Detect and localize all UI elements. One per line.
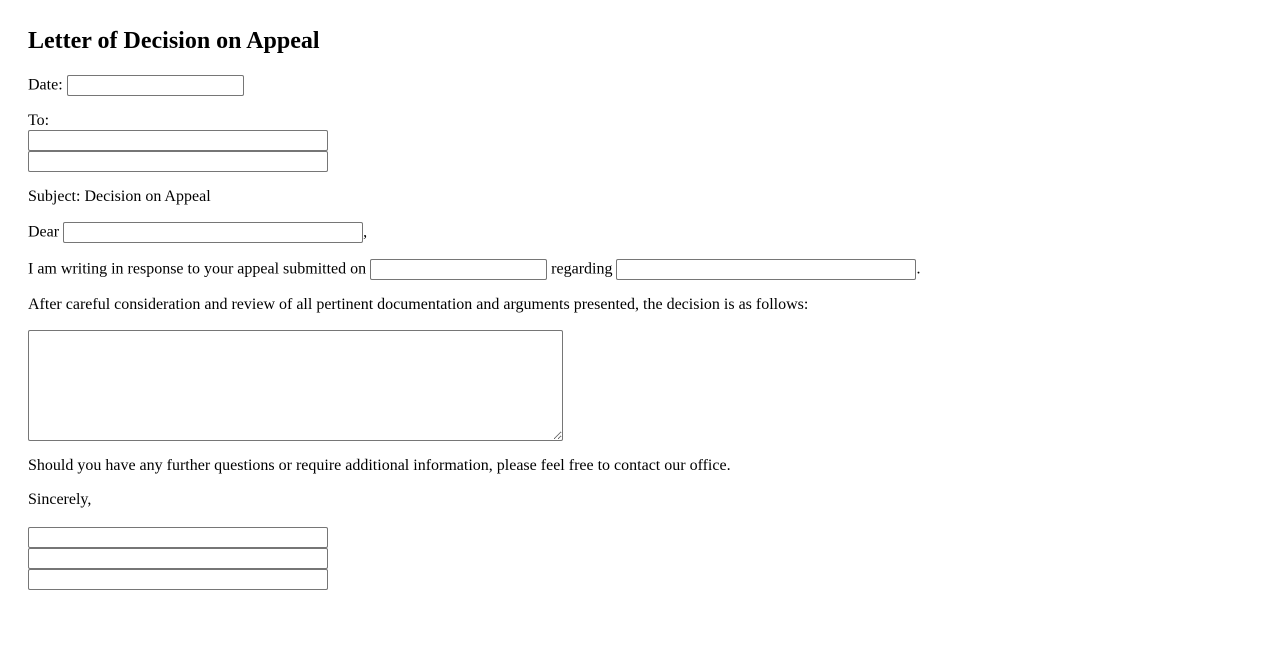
dear-name-input[interactable] (63, 222, 363, 243)
closing-text: Should you have any further questions or require additional information, please feel free to contact our office. (28, 457, 731, 474)
signoff: Sincerely, (28, 491, 92, 508)
consideration-text: After careful consideration and review of all pertinent documentation and arguments presented, the decision is as follows: (28, 296, 809, 313)
submitted-on-input[interactable] (370, 259, 547, 280)
recipient-fields (28, 130, 328, 172)
signature-line-3-input[interactable] (28, 569, 328, 590)
signature-line-2-input[interactable] (28, 548, 328, 569)
date-row (28, 75, 244, 96)
recipient-line-2-input[interactable] (28, 151, 328, 172)
response-row (28, 259, 920, 280)
to-label: To: (28, 112, 50, 129)
date-input[interactable] (67, 75, 244, 96)
response-period: . (916, 260, 921, 278)
response-prefix: I am writing in response to your appeal submitted on (28, 260, 367, 278)
subject-line: Subject: Decision on Appeal (28, 188, 211, 205)
signature-fields (28, 527, 328, 590)
decision-area (28, 330, 563, 441)
date-label: Date: (28, 76, 63, 94)
dear-label: Dear (28, 223, 60, 241)
dear-comma: , (363, 223, 368, 241)
regarding-input[interactable] (616, 259, 916, 280)
regarding-label: regarding (551, 260, 613, 278)
recipient-line-1-input[interactable] (28, 130, 328, 151)
decision-textarea[interactable] (28, 330, 563, 441)
signature-line-1-input[interactable] (28, 527, 328, 548)
page-title: Letter of Decision on Appeal (28, 28, 320, 54)
salutation-row (28, 222, 367, 243)
